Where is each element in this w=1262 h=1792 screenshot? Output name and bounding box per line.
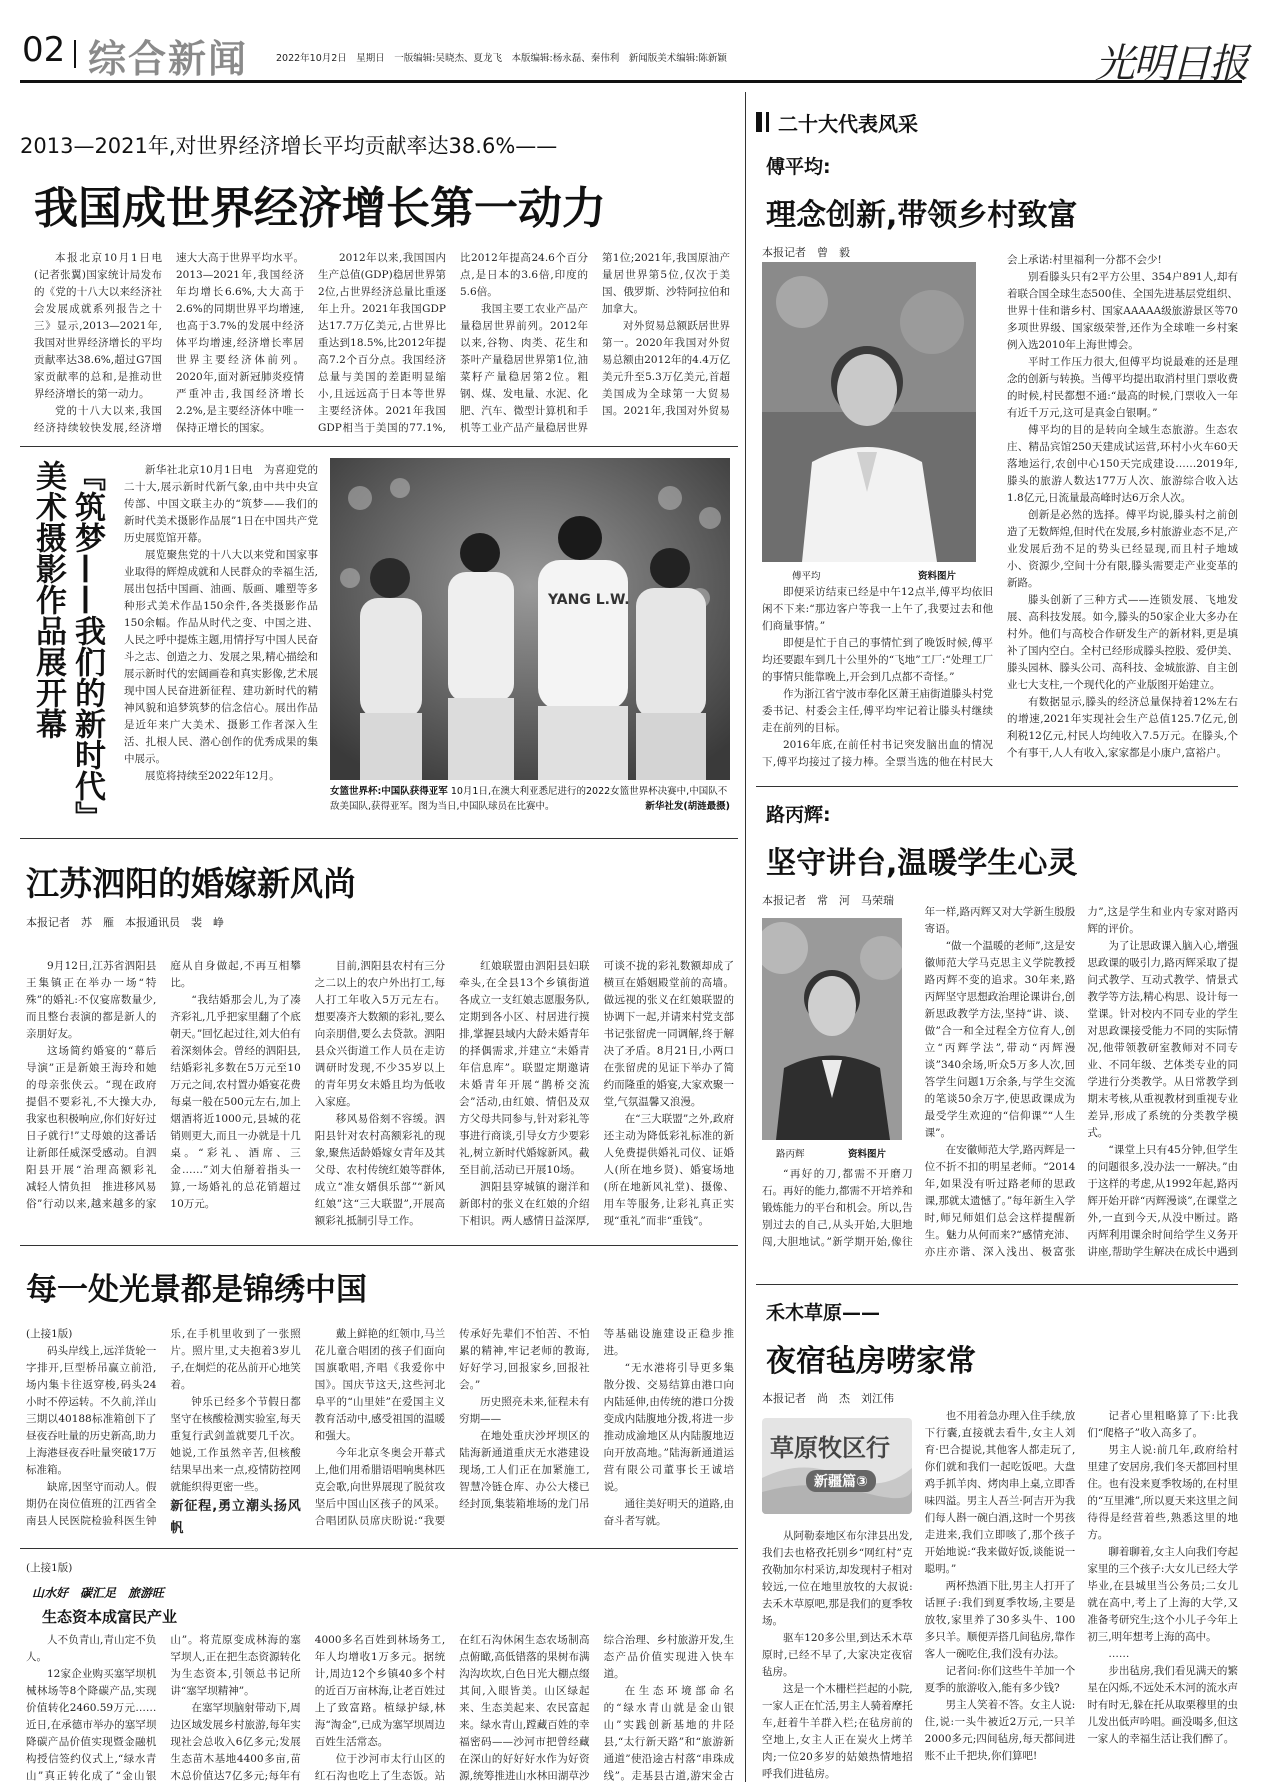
paragraph: 记者问:你们这些牛羊加一个夏季的旅游收入,能有多少钱? — [924, 1665, 1076, 1694]
paragraph: 为了让思政课入脑入心,增强思政课的吸引力,路丙辉采取了提问式教学、互动式教学、情景式教学等方法,精心构思、设计每一堂课。针对校内不同专业的学生对思政课接受能力不同的实际情况,他带领教研室教师对不同专业、不同年级、艺体类专业的同学进行分类教学。从日常教学到期末考核,从重视教材到重视专业差异,形成了系统的分类教学模式。 — [1087, 940, 1238, 1139]
exhibit-body — [124, 462, 318, 822]
caption-text: 10月1日,在澳大利亚悉尼进行的2022女篮世界杯决赛中,中国队不敌美国队,获得亚军。图为当日,中国队球员在比赛中。 — [330, 786, 728, 812]
story2-name: 路丙辉: — [766, 804, 831, 826]
paragraph: 傅平均的目的是转向全域生态旅游。生态农庄、精品宾馆250天建成试运营,环村小火车60天落地运行,农创中心150天完成建设……2019年,滕头的旅游人数达177万人次、旅游综合收入达1.8亿元,日流量最高峰时达6万余人次。 — [1007, 424, 1238, 504]
paragraph: 在生态环境部命名的“绿水青山就是金山银山”实践创新基地的井陉县,“太行新天路”和“旅游新通道”使沿途古村落“串珠成线”。走基县古道,游宋金古 — [603, 1685, 734, 1782]
mountain-body — [26, 1632, 734, 1786]
jersey-text: YANG L.W. — [548, 592, 630, 608]
paragraph: …… — [1108, 1648, 1130, 1660]
paragraph: 作为浙江省宁波市奉化区萧王庙街道滕头村党委书记、村委会主任,傅平均牢记着让滕头村继续走在前列的目标。 — [762, 688, 993, 734]
paragraph: 缺席,因坚守而动人。假期仍在岗位值班的江西省全南县人民医院检验科医生钟乐,在手机里收到了一张照片。照片里,丈夫抱着3岁儿子,在炯烂的花丛前开心地笑着。 — [26, 1328, 301, 1527]
paragraph: “再好的刀,都需不开磨刀石。再好的能力,都需不开培养和锻炼能力的平台和机会。所以,告别过去的自己,从头开始,大胆地闯,大胆地试。”新学期开始,像往年一样,路丙辉又对大学新生殷殷寄语。 — [762, 906, 1076, 1248]
exhibit-title: 『筑梦——我们的新时代』美术摄影作品展开幕 — [30, 460, 105, 817]
story2-title: 坚守讲台,温暖学生心灵 — [766, 846, 1078, 881]
masthead-rule — [20, 80, 1242, 83]
paragraph: “课堂上只有45分钟,但学生的问题很多,没办法一一解决。”由于这样的考虑,从1992年起,路丙辉开始开辟“丙辉漫谈”,在课堂之外,一直到今天,从没中断过。路丙辉利用课余时间给学生义务开讲座,帮助学生解决在成长中遇到 — [1087, 1144, 1238, 1258]
lead-body — [34, 250, 730, 438]
caption-title: 女篮世界杯:中国队获得亚军 — [330, 786, 448, 797]
mountain-subtitle2: 生态资本成富民产业 — [42, 1608, 178, 1626]
paragraph: 展览聚焦党的十八大以来党和国家事业取得的辉煌成就和人民群众的幸福生活,展出包括中国画、油画、版画、雕塑等多种形式美术作品150余件,各类摄影作品150余幅。作品从时代之变、中国之进、人民之呼中提炼主题,用情抒写中国人民奋斗之志、创造之力、发展之果,精心描绘和展示新时代的宏阔画卷和真实影像,艺术展现中国人民奋进新征程、建功新时代的精神风貌和追梦筑梦的信念信心。展出作品是近年来广大美术、摄影工作者深入生活、扎根人民、潜心创作的优秀成果的集中展示。 — [124, 549, 318, 765]
mountain-water-story — [20, 1552, 738, 1788]
paragraph: 平时工作压力很大,但傅平均说最难的还是理念的创新与转换。当傅平均提出取消村里门票收费的时候,村民都想不通:“最高的时候,门票收入一年有近千万元,这可是真金白银啊。” — [1007, 356, 1238, 419]
story3-name: 禾木草原—— — [766, 1302, 881, 1324]
paragraph: 红娘联盟由泗阳县妇联牵头,在全县13个乡镇街道各成立一支红娘志愿服务队,定期到各小区、村居进行摸排,掌握县域内大龄未婚青年的择偶需求,并建立“未婚青年信息库”。联盟定期邀请未婚青年开展“鹊桥交流会”活动,由红娘、情侣及双方父母共同参与,针对彩礼等事进行商谈,引导女方少要彩礼,树立新时代婚嫁新风。截至目前,活动已开展10场。 — [459, 960, 590, 1176]
paragraph: 即便是忙于自己的事情忙到了晚饭时候,傅平均还要跟车到几十公里外的“飞地”工厂:“处理工厂的事情只能靠晚上,开会到几点都不奇怪。” — [762, 637, 993, 683]
lead-title: 我国成世界经济增长第一动力 — [34, 183, 606, 234]
art-exhibit-story — [20, 450, 320, 830]
paragraph: “我结婚那会儿,为了凑齐彩礼,几乎把家里翻了个底朝天。”回忆起过往,刘大伯有着深刻体会。曾经的泗阳县,结婚彩礼多数在5万元至10万元之间,农村置办婚宴花费每桌一般在500元左右,加上烟酒将近1000元,县城的花销则更大,而且一办就是十几桌。“彩礼、酒席、三金……”刘大伯掰着指头一算,一场婚礼的总花销超过10万元。 — [170, 994, 301, 1210]
badge-num: ③ — [856, 1474, 868, 1490]
sihong-body — [26, 958, 734, 1232]
lead-story — [20, 120, 738, 438]
scenery-title: 每一处光景都是锦绣中国 — [26, 1272, 367, 1308]
paragraph: 钟乐已经多个节假日都坚守在核酸检测实验室,每天重复行武剑盖就要几千次。她说,工作虽然辛苦,但核酸结果早出来一点,疫情防控网就能织得更密一些。 — [170, 1396, 301, 1493]
paragraph: 记者心里粗略算了下:比我们“爬格子”收入高多了。 — [1087, 1410, 1238, 1439]
label-mark — [756, 112, 762, 132]
story1-byline: 本报记者 曾 毅 — [762, 246, 850, 259]
section-rule — [756, 1284, 1238, 1285]
paragraph: 位于沙河市太行山区的红石沟也吃上了生态饭。站在红石沟休闲生态农场制高点俯瞰,高低错落的果树布满沟沟坎坎,白色日光大棚点缀其间,入眼皆美。山区绿起来、生态美起来、农民富起来。绿水青山,蹚藏百姓的幸福密码——沙河市把曾经藏在深山的好好好水作为好资源,统筹推进山水林田湖草沙综合治理、乡村旅游开发,生态产品价值实现进入快车道。 — [314, 1634, 734, 1782]
paragraph: 党的十八大以来,我国经济持续较快发展,经济增速大大高于世界平均水平。2013—2021年,我国经济年均增长6.6%,大大高于2.6%的同期世界平均增速,也高于3.7%的发展中经济体平均增速,经济增长率居世界主要经济体前列。2020年,面对新冠肺炎疫情严重冲击,我国经济增长2.2%,是主要经济体中唯一保持正增长的国家。 — [34, 252, 304, 434]
section-rule — [20, 838, 738, 839]
subhead: 新征程,勇立潮头扬风帆 — [170, 1499, 301, 1536]
paragraph: “无水港将引导更多集散分拨、交易结算由港口向内陆延伸,由传统的港口分拨变成内陆腹地分拨,将进一步推动成渝地区从内陆腹地迈向开放高地。”陆海新通道运营有限公司董事长王诚培说。 — [603, 1362, 734, 1493]
basketball-photo-image — [330, 458, 730, 780]
paragraph: 男主人笑着不答。女主人说:住,说:一头牛被近2万元,一只羊2000多元;四间毡房,每天都间进账不止千把块,你们算吧! — [924, 1699, 1076, 1762]
photo-credit: 新华社发(胡涟最摄) — [645, 801, 730, 812]
story3-title: 夜宿毡房唠家常 — [766, 1344, 976, 1379]
paragraph: 今年北京冬奥会开幕式上,他们用希腊语唱响奥林匹克会歌,向世界展现了脱贫攻坚后中国山区孩子的风采。合唱团队员席庆盼说:“我要传承好先辈们不怕苦、不怕累的精神,牢记老师的教诲,好好学习,回报家乡,回报社会。” — [314, 1328, 590, 1527]
paragraph: 目前,泗阳县农村有三分之二以上的农户外出打工,每人打工年收入5万元左右。想要凑齐大数额的彩礼,要么向亲朋借,要么去贷款。泗阳县众兴街道工作人员在走访调研时发现,不少35岁以上的青年男女未婚且均为低收入家庭。 — [314, 960, 446, 1108]
masthead — [0, 0, 1262, 86]
sihong-title: 江苏泗阳的婚嫁新风尚 — [26, 864, 356, 903]
sihong-byline: 本报记者 苏 雁 本报通讯员 裴 峥 — [26, 916, 224, 929]
section-rule — [20, 1548, 738, 1549]
badge-title: 草原牧区行 — [770, 1434, 890, 1462]
label-mark — [766, 112, 769, 132]
section-title: 综合新闻 — [88, 37, 249, 81]
side-column-label — [756, 106, 918, 136]
story1-photo-credit: 资料图片 — [918, 571, 957, 582]
paragraph: 聊着聊着,女主人向我们夸起家里的三个孩子:大女儿已经大学毕业,在县城里当公务员;二女儿就在高中,考上了上海的大学,又准备考研究生;这个小儿子今年上初三,明年想考上海的高中。 — [1087, 1546, 1238, 1643]
section-rule — [756, 786, 1238, 787]
paragraph: 这场简约婚宴的“幕后导演”正是新娘王海玲和她的母亲张侠云。“现在政府提倡不要彩礼,不大操大办,我家也积极响应,你们好好过日子就行!”丈母娘的这番话让新郎任威深受感动。自泗阳县开展“治理高额彩礼 减轻人情负担 推进移风易俗”行动以来,越来越多的家庭从自身做起,不再互相攀比。 — [26, 960, 301, 1210]
paragraph: 码头岸线上,远洋货轮一字排开,巨型桥吊赢立前沿,场内集卡往返穿梭,码头24小时不停运转。不久前,洋山三期以40188标准箱创下了昼夜吞吐量的历史新高,助力上海港昼夜吞吐量突破17万标准箱。 — [26, 1345, 157, 1476]
lead-kicker: 2013—2021年,对世界经济增长平均贡献率达38.6%—— — [20, 134, 558, 158]
basketball-photo — [330, 458, 730, 780]
dateline: (上接1版) — [26, 1328, 73, 1340]
story1-name: 傅平均: — [766, 156, 831, 178]
paragraph: 步出毡房,我们看见满天的繁星在闪烁,不远处禾木河的流水声时有时无,躲在托从取栗穆里的虫儿发出低声吟唱。画没喝多,但这一家人的幸福生活让我们醉了。 — [1087, 1665, 1238, 1745]
paragraph: 这是一个木栅栏拦起的小院,一家人正在忙活,男主人骑着摩托车,赶着牛羊群入栏;在毡房前的空地上,女主人正在炭火上烤羊肉;一位20多岁的姑娘热情地招呼我们进毡房。 — [762, 1683, 913, 1780]
story2-body — [762, 904, 1238, 1272]
paragraph: 从阿勒泰地区布尔津县出发,我们去也格孜托别乡“网红村”克孜勒加尔村采访,却发现村子相对较远,一位在地里放牧的大叔说:去禾木草原吧,那是我们的夏季牧场。 — [762, 1530, 913, 1627]
paragraph: 两杯热酒下肚,男主人打开了话匣子:我们到夏季牧场,主要是放牧,家里养了30多头牛、100多只羊。顺便弄搭几间毡房,靠作客人一碗吃住,我们没有办法。 — [924, 1580, 1076, 1660]
column-divider — [745, 92, 746, 1782]
side-column — [752, 92, 1242, 1788]
paragraph: 在塞罕坝脑射带动下,周边区域发展乡村旅游,每年实现社会总收入6亿多元;发展生态苗木基地4400多亩,苗木总价值达7亿多元;每年有4000多名百姓到林场务工,年人均增收1万多元。据统计,周边12个乡镇40多个村的近百万亩林海,让老百姓过上了致富路。植绿护绿,林海“淘金”,已成为塞罕坝周边百姓生活常态。 — [170, 1634, 446, 1782]
paragraph: 泗阳县穿城镇的谢洋和新郎村的张义在红娘的介绍下相识。两人感情日益深厚,可谈不拢的彩礼数额却成了横亘在婚姻殿堂前的高墙。做远视的张义在红娘联盟的协调下一起,并请来村党支部书记张留虎一同调解,终于解决了矛盾。8月21日,小两口在张留虎的见证下举办了简约而隆重的婚宴,大家欢聚一堂,气氛温馨又浪漫。 — [459, 960, 734, 1227]
paragraph: 即便采访结束已经是中午12点半,傅平均依旧闲不下来:“那边客户等我一上午了,我要过去和他们商量事情。” — [762, 586, 993, 632]
scenery-body — [26, 1326, 734, 1540]
paragraph: 别看滕头只有2平方公里、354户891人,却有着联合国全球生态500佳、全国先进基层党组织、世界十佳和谐乡村、国家AAAAA级旅游景区等70多项世界级、国家级荣誉,还作为全球唯一乡村案例入选2010年上海世博会。 — [1007, 271, 1238, 351]
page-number: 02 — [22, 30, 66, 70]
paragraph: 在地处重庆沙坪坝区的陆海新通道重庆无水港建设现场,工人们正在加紧施工,智慧冷链仓库、办公大楼已经封顶,集装箱堆场的龙门吊等基础设施建设正稳步推进。 — [459, 1328, 734, 1510]
paragraph: 对外贸易总额跃居世界第一。2020年我国对外贸易总额由2012年的4.4万亿美元升至5.3万亿美元,首超美国成为全球第一大贸易国。2021年,我国对外贸易 — [602, 320, 730, 417]
paragraph: 创新是必然的选择。傅平均说,滕头村之前创造了无数辉煌,但时代在发展,乡村旅游业态不足,产业发展后劲不足的势头已经显现,而且村子地域小、资源少,空间十分有限,滕头需要走产业变革的新路。 — [1007, 509, 1238, 589]
paragraph: 9月12日,江苏省泗阳县王集镇正在举办一场“特殊”的婚礼:不仅宴席数量少,而且整台表演的都是新人的亲朋好友。 — [26, 960, 157, 1040]
basketball-caption — [330, 784, 730, 814]
masthead-divider — [74, 40, 76, 68]
paragraph: 有数据显示,滕头的经济总量保持着12%左右的增速,2021年实现社会生产总值125.7亿元,创利税12亿元,村民人均纯收入7.5万元。在滕头,个个有事干,人人有收入,家家都是小康户,富裕户。 — [1007, 696, 1238, 759]
paragraph: 展览将持续至2022年12月。 — [145, 770, 280, 782]
paragraph: 2016年底,在前任村书记突发脑出血的情况下,傅平均接过了接力棒。全票当选的他在村民大会上承诺:村里福利一分都不会少! — [762, 254, 1162, 768]
paragraph: 人不负青山,青山定不负人。 — [26, 1634, 157, 1663]
story1-title: 理念创新,带领乡村致富 — [766, 198, 1078, 233]
paragraph: 12家企业购买塞罕坝机械林场等8个降碳产品,实现价值转化2460.59万元……近日,在承德市举办的塞罕坝降碳产品价值实现暨金融机构授信签约仪式上,“绿水青山”真正转化成了“金山银山”。将荒原变成林海的塞罕坝人,正在把生态资源转化为生态资本,引领总书记所讲“塞罕坝精神”。 — [26, 1634, 301, 1782]
section-rule — [20, 446, 738, 447]
story1-body — [762, 252, 1238, 772]
story3-body — [762, 1408, 1238, 1784]
paragraph: 在“三大联盟”之外,政府还主动为降低彩礼标准的新人免费提供婚礼司仪、证婚人(所在地乡贤)、婚宴场地(所在地新风礼堂)、摄像、用车等服务,让彩礼真正实现“重礼”而非“重钱”。 — [603, 1113, 734, 1227]
paragraph: 通往美好明天的道路,由奋斗者写就。 — [603, 1498, 734, 1527]
sihong-story — [20, 846, 738, 1240]
story3-byline: 本报记者 尚 杰 刘江伟 — [762, 1392, 894, 1405]
section-rule — [20, 1245, 738, 1246]
paragraph: 也不用着急办理入住手续,放下行囊,直接就去看牛,女主人刘育·巴合提说,其他客人都走玩了,你们就和我们一起吃饭吧。大盘鸡手抓羊肉、烤肉串上桌,立即香味四溢。男主人吾兰·阿吉开为我们每人斟一碗白酒,这时一个男孩走进来,我们立即咳了,那个孩子开始地说:“我来做好饭,谈能说一聪明。” — [924, 1410, 1076, 1575]
story2-photo-credit: 资料图片 — [848, 1149, 887, 1160]
paragraph: 移风易俗刻不容缓。泗阳县针对农村高额彩礼的现象,聚焦适龄婚嫁女青年及其父母、农村传统红娘等群体,成立“准女婿俱乐部”“新风红娘”这“三大联盟”,开展高额彩礼抵制引导工作。 — [314, 1113, 446, 1227]
story2-photo-name: 路丙辉 — [776, 1149, 805, 1160]
paragraph: 戴上鲜艳的红领巾,马兰花儿童合唱团的孩子们面向国旗歌唱,齐唱《我爱你中国》。国庆节这天,这些河北阜平的“山里娃”在爱国主义教育活动中,感受祖国的温暖和强大。 — [314, 1328, 446, 1442]
paragraph: 2012年以来,我国国内生产总值(GDP)稳居世界第2位,占世界经济总量比重逐年上升。2021年我国GDP达17.7万亿美元,占世界比重达到18.5%,比2012年提高7.2个百分点。我国经济总量与美国的差距明显缩小,且远远高于日本等世界主要经济体。2021年我国GDP相当于美国的77.1%,比2012年提高24.6个百分点,是日本的3.6倍,印度的5.6倍。 — [318, 252, 588, 434]
paragraph: 历史照亮未来,征程未有穷期—— — [459, 1396, 590, 1425]
newspaper-logo: 光明日报 — [1095, 41, 1247, 87]
side-label-text: 二十大代表风采 — [778, 112, 918, 136]
masthead-info: 2022年10月2日 星期日 一版编辑:吴晓杰、夏龙飞 本版编辑:杨永磊、秦伟利 新闻版美术编辑:陈新颖 — [276, 53, 727, 64]
mountain-subtitle: 山水好 碳汇足 旅游旺 — [32, 1586, 165, 1600]
paragraph: 新华社北京10月1日电 为喜迎党的二十大,展示新时代新气象,由中共中央宣传部、中国文联主办的“筑梦——我们的新时代美术摄影作品展”1日在中国共产党历史展览馆开幕。 — [124, 464, 318, 544]
mountain-dateline: (上接1版) — [26, 1562, 73, 1574]
paragraph: 在安徽师范大学,路丙辉是一位不折不扣的明星老师。“2014年,如果没有听过路老师的思政课,那就太遗憾了。”每年新生入学时,师兄师姐们总会这样提醒新生。魅力从何而来?“感情充沛、亦庄亦谐、深入浅出、极富张力”,这是学生和业内专家对路丙辉的评价。 — [924, 906, 1238, 1258]
paragraph: 滕头创新了三种方式——连锁发展、飞地发展、高科技发展。如今,滕头的50家企业大多办在村外。他们与高校合作研发生产的新材料,更是填补了国内空白。全村已经形成滕头控股、爱伊美、滕头园林、滕头公司、高科技、金城旅游、自主创业七大支柱,一个现代化的产业版图开始建立。 — [1007, 594, 1238, 691]
paragraph: 驱车120多公里,到达禾木草原时,已经不早了,大家决定夜宿毡房。 — [762, 1632, 913, 1678]
scenery-right-top — [544, 1250, 738, 1312]
paragraph: 本报北京10月1日电(记者张翼)国家统计局发布的《党的十八大以来经济社会发展成就系列报告之十三》显示,2013—2021年,我国对世界经济增长的平均贡献率达38.6%,超过G7国家贡献率的总和,是推动世界经济增长的第一动力。 — [34, 252, 162, 400]
paragraph: 我国主要工农业产品产量稳居世界前列。2012年以来,谷物、肉类、花生和茶叶产量稳居世界第1位,油菜籽产量稳居第2位。粗钢、煤、发电量、水泥、化肥、汽车、微型计算机和手机等工业产品产量稳居世界第1位;2021年,我国原油产量居世界第5位,仅次于美国、俄罗斯、沙特阿拉伯和加拿大。 — [460, 252, 730, 434]
story1-photo-name: 傅平均 — [792, 571, 821, 582]
paragraph: 男主人说:前几年,政府给村里建了安居房,我们冬天都回村里住。也有没来夏季牧场的,在村里的“互里滩”,所以夏天来这里之间待得是经营着些,熟悉这里的地方。 — [1087, 1444, 1238, 1541]
badge-sub-text: 新疆篇 — [814, 1474, 856, 1490]
china-scenery-story — [20, 1250, 738, 1545]
story2-byline: 本报记者 常 河 马荣瑞 — [762, 894, 894, 907]
paragraph: “做一个温暖的老师”,这是安徽师范大学马克思主义学院教授路丙辉不变的追求。30年来,路丙辉坚守思想政治理论课讲台,创新思政教学方法,坚持“讲、谈、做”合一和全过程全方位育人,创立“丙辉学法”,带动“丙辉漫谈”340余场,听众5万多人次,回答学生问题1万余条,与学生交流的笔谈50余万字,使思政课成为最受学生欢迎的“信仰课”“人生课”。 — [924, 940, 1076, 1139]
